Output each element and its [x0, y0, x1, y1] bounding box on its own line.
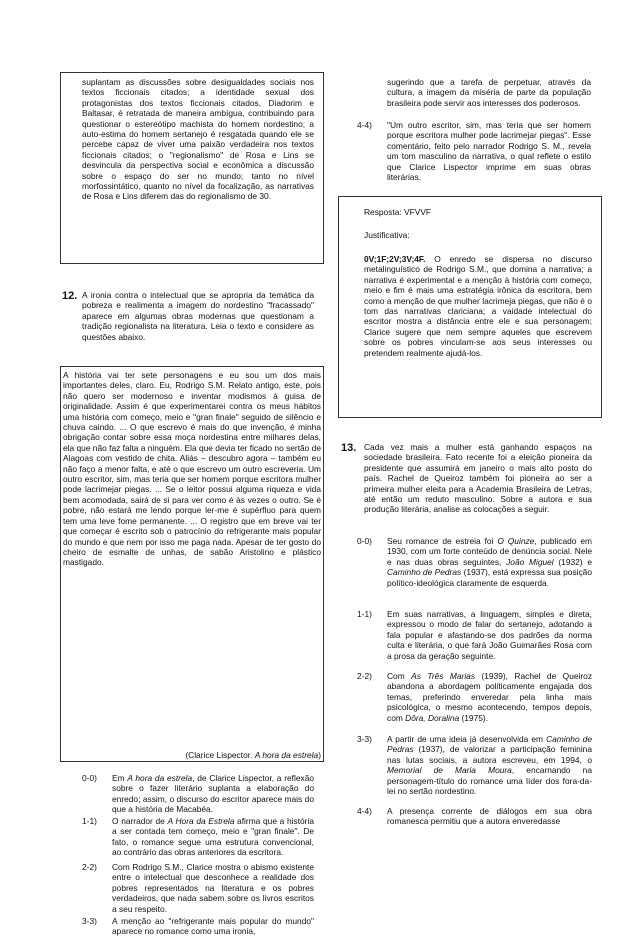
- q13-number: 13.: [341, 442, 357, 454]
- q13-stem: Cada vez mais a mulher está ganhando espaços na sociedade brasileira. Fato recente foi a eleição pioneira da presidente que assumirá em janeiro o mais alto posto do país. Rachel de Queiroz também foi pioneira ao ser a primeira mulher eleita para a Academia Brasileira de Letras, até então um reduto masculino. Sobre a autora e sua produção literária, analise as colocações a seguir.: [364, 442, 592, 515]
- q12-item-4-4-label: 4-4): [357, 120, 372, 130]
- q12-number: 12.: [62, 290, 78, 302]
- q12-item-4-4-text: "Um outro escritor, sim, mas teria que ser homem porque escritora mulher pode lacrimejar piegas". Esse comentário, feito pelo narrador Rodrigo S. M., revela um tom masculino da narrativa, o qual reflete o estilo que Clarice Lispector imprime em suas obras literárias.: [387, 120, 591, 183]
- q13-item-label: 1-1): [357, 609, 372, 619]
- q13-item-label: 0-0): [357, 536, 372, 546]
- q12-source-title: A hora da estrela: [254, 750, 319, 760]
- q12-source-prefix: (Clarice Lispector.: [185, 750, 255, 760]
- q13-item-label: 4-4): [357, 806, 372, 816]
- q12-quote: A história vai ter sete personagens e eu sou um dos mais importantes deles, claro. Eu, Rodrigo S.M. Relato antigo, este, pois não quero ser modernoso e inventar modismos à guisa de originalidade. Assim é que experimentarei contra os meus hábitos uma história com começo, meio e "gran finale" seguido de silêncio e chuva caindo. ... O que escrevo é mais do que invenção, é minha obrigação contar sobre essa moça nordestina entre milhares delas, ela que não faz falta a ninguém. Ela que devia ter ficado no sertão de Alagoas com vestido de chita. Aliás – descubro agora – também eu não faço a menor falta, e até o que escrevo um outro escreveria. Um outro escritor, sim, mas teria que ser homem porque escritora mulher pode lacrimejar piegas. ... Se o leitor possui alguma riqueza e vida bem acomodada, sairá de si para ver como é às vezes o outro. Se é pobre, não estará me lendo porque ler-me é supérfluo para quem tem uma leve fome permanente. ... O registro que em breve vai ter que começar é escrito sob o patrocínio do refrigerante mais popular do mundo e que nem por isso me paga nada. Apesar de ter gosto do cheiro de esmalte de unhas, de sabão Aristolino e plástico mastigado.: [63, 370, 321, 568]
- q12-item-label: 3-3): [82, 916, 97, 926]
- answer-justificativa: Justificativa:: [364, 230, 410, 240]
- q12-item-label: 0-0): [82, 773, 97, 783]
- q13-item: [357, 609, 592, 661]
- q12-item-text: Em A hora da estrela, de Clarice Lispector, a reflexão sobre o fazer literário suplanta a elaboração do enredo; assim, o discurso do escritor aparece mais do que a história de Macabéa.: [112, 773, 315, 815]
- q12-item-label: 2-2): [82, 862, 97, 872]
- q13-item: [357, 671, 592, 723]
- q13-item-text: Seu romance de estreia foi O Quinze, publicado em 1930, com um forte conteúdo de denúncia social. Nele e nas duas obras seguintes, João Miguel (1932) e Caminho de Pedras (1937), está expressa sua posição político-ideológica claramente de esquerda.: [387, 536, 592, 588]
- q13-item-label: 3-3): [357, 734, 372, 744]
- q12-item: [82, 773, 314, 815]
- answer-key: 0V;1F;2V;3V;4F.: [364, 254, 426, 264]
- q13-item-label: 2-2): [357, 671, 372, 681]
- q12-item-4-4: [357, 120, 591, 182]
- q12-item-text: A menção ao "refrigerante mais popular do mundo" aparece no romance como uma ironia,: [112, 916, 314, 937]
- q13-item-text: A partir de uma ideia já desenvolvida em Caminho de Pedras (1937), de valorizar a participação feminina nas lutas sociais, a autora escreveu, em 1994, o Memorial de Maria Moura, encarnando na personagem-título do romance uma líder dos fora-da-lei no sertão nordestino.: [387, 734, 592, 797]
- q12-source-suffix: ): [318, 750, 321, 760]
- q13-item-text: Em suas narrativas, a linguagem, simples e direta, expressou o modo de falar do sertanejo, adotando a fala popular e afastando-se dos padrões da norma culta e literária, o que fará João Guimarães Rosa com a prosa da geração seguinte.: [387, 609, 592, 661]
- answer-resposta: Resposta: VFVVF: [364, 207, 432, 217]
- q13-item: [357, 806, 592, 827]
- answer-explanation: [364, 254, 592, 358]
- q12-item-label: 1-1): [82, 816, 97, 826]
- q13-item: [357, 734, 592, 796]
- q12-item: [82, 816, 314, 858]
- q12-source: [63, 750, 321, 760]
- q12-item: [82, 862, 314, 914]
- q12-stem: A ironia contra o intelectual que se apropria da temática da pobreza e realimenta a imagem do nordestino "fracassado" aparece em algumas obras modernas que questionam a tradição regionalista na literatura. Leia o texto e considere as questões abaixo.: [82, 290, 314, 342]
- q12-item-text: O narrador de A Hora da Estrela afirma que a história a ser contada tem começo, meio e "gran finale". De fato, o romance segue uma estrutura convencional, ao contrário das obras anteriores da escritora.: [112, 816, 314, 858]
- top-left-box-text: suplantam as discussões sobre desigualdades sociais nos textos ficcionais citados; a identidade sexual dos protagonistas dos textos ficcionais citados, Diadorim e Baltasar, é retratada de maneira ambígua, contribuindo para questionar o estereótipo machista do homem nordestino; a auto-estima do homem sertanejo é resgatada quando ele se percebe capaz de viver uma paixão verdadeira nos textos ficcionais citados; o "regionalismo" de Rosa e Lins se desvincula da perspectiva social e econômica a discussão sobre o espaço do ser no mundo; tanto no nível morfossintático, quanto no nível da focalização, as narrativas de Rosa e Lins diferem das do regionalismo de 30.: [82, 77, 314, 202]
- q12-item: [82, 916, 314, 937]
- q12-item-text: Com Rodrigo S.M., Clarice mostra o abismo existente entre o intelectual que desconhece a realidade dos pobres representados na literatura e os pobres verdadeiros, que nada sabem sobre os livros escritos a seu respeito.: [112, 862, 314, 914]
- q13-item-text: Com As Três Marias (1939), Rachel de Queiroz abandona a abordagem politicamente engajada dos temas, preferindo enveredar pela linha mais psicológica, o mesmo acontecendo, tempos depois, com Dôra, Doralina (1975).: [387, 671, 593, 723]
- answer-explanation-text: O enredo se dispersa no discurso metalinguístico de Rodrigo S.M., que domina a narrativa; a narrativa é experimental e a menção à história com começo, meio e fim é mais uma estratégia irônica da escritora, bem como a menção de que mulher lacrimeja piegas, que não é o tom das narrativas clariciana; a vaidade intelectual do escritor mostra a distância entre ele e sua personagem; Clarice sugere que nem sempre aqueles que escrevem sobre os pobres vinculam-se aos seus interesses ou pretendem realmente ajudá-los.: [364, 254, 592, 358]
- q13-item: [357, 536, 592, 588]
- q13-item-text: A presença corrente de diálogos em sua obra romanesca permitiu que a autora enveredasse: [387, 806, 592, 827]
- q12-continuation: sugerindo que a tarefa de perpetuar, através da cultura, a imagem da miséria de parte da população brasileira pode servir aos interesses dos poderosos.: [387, 77, 591, 108]
